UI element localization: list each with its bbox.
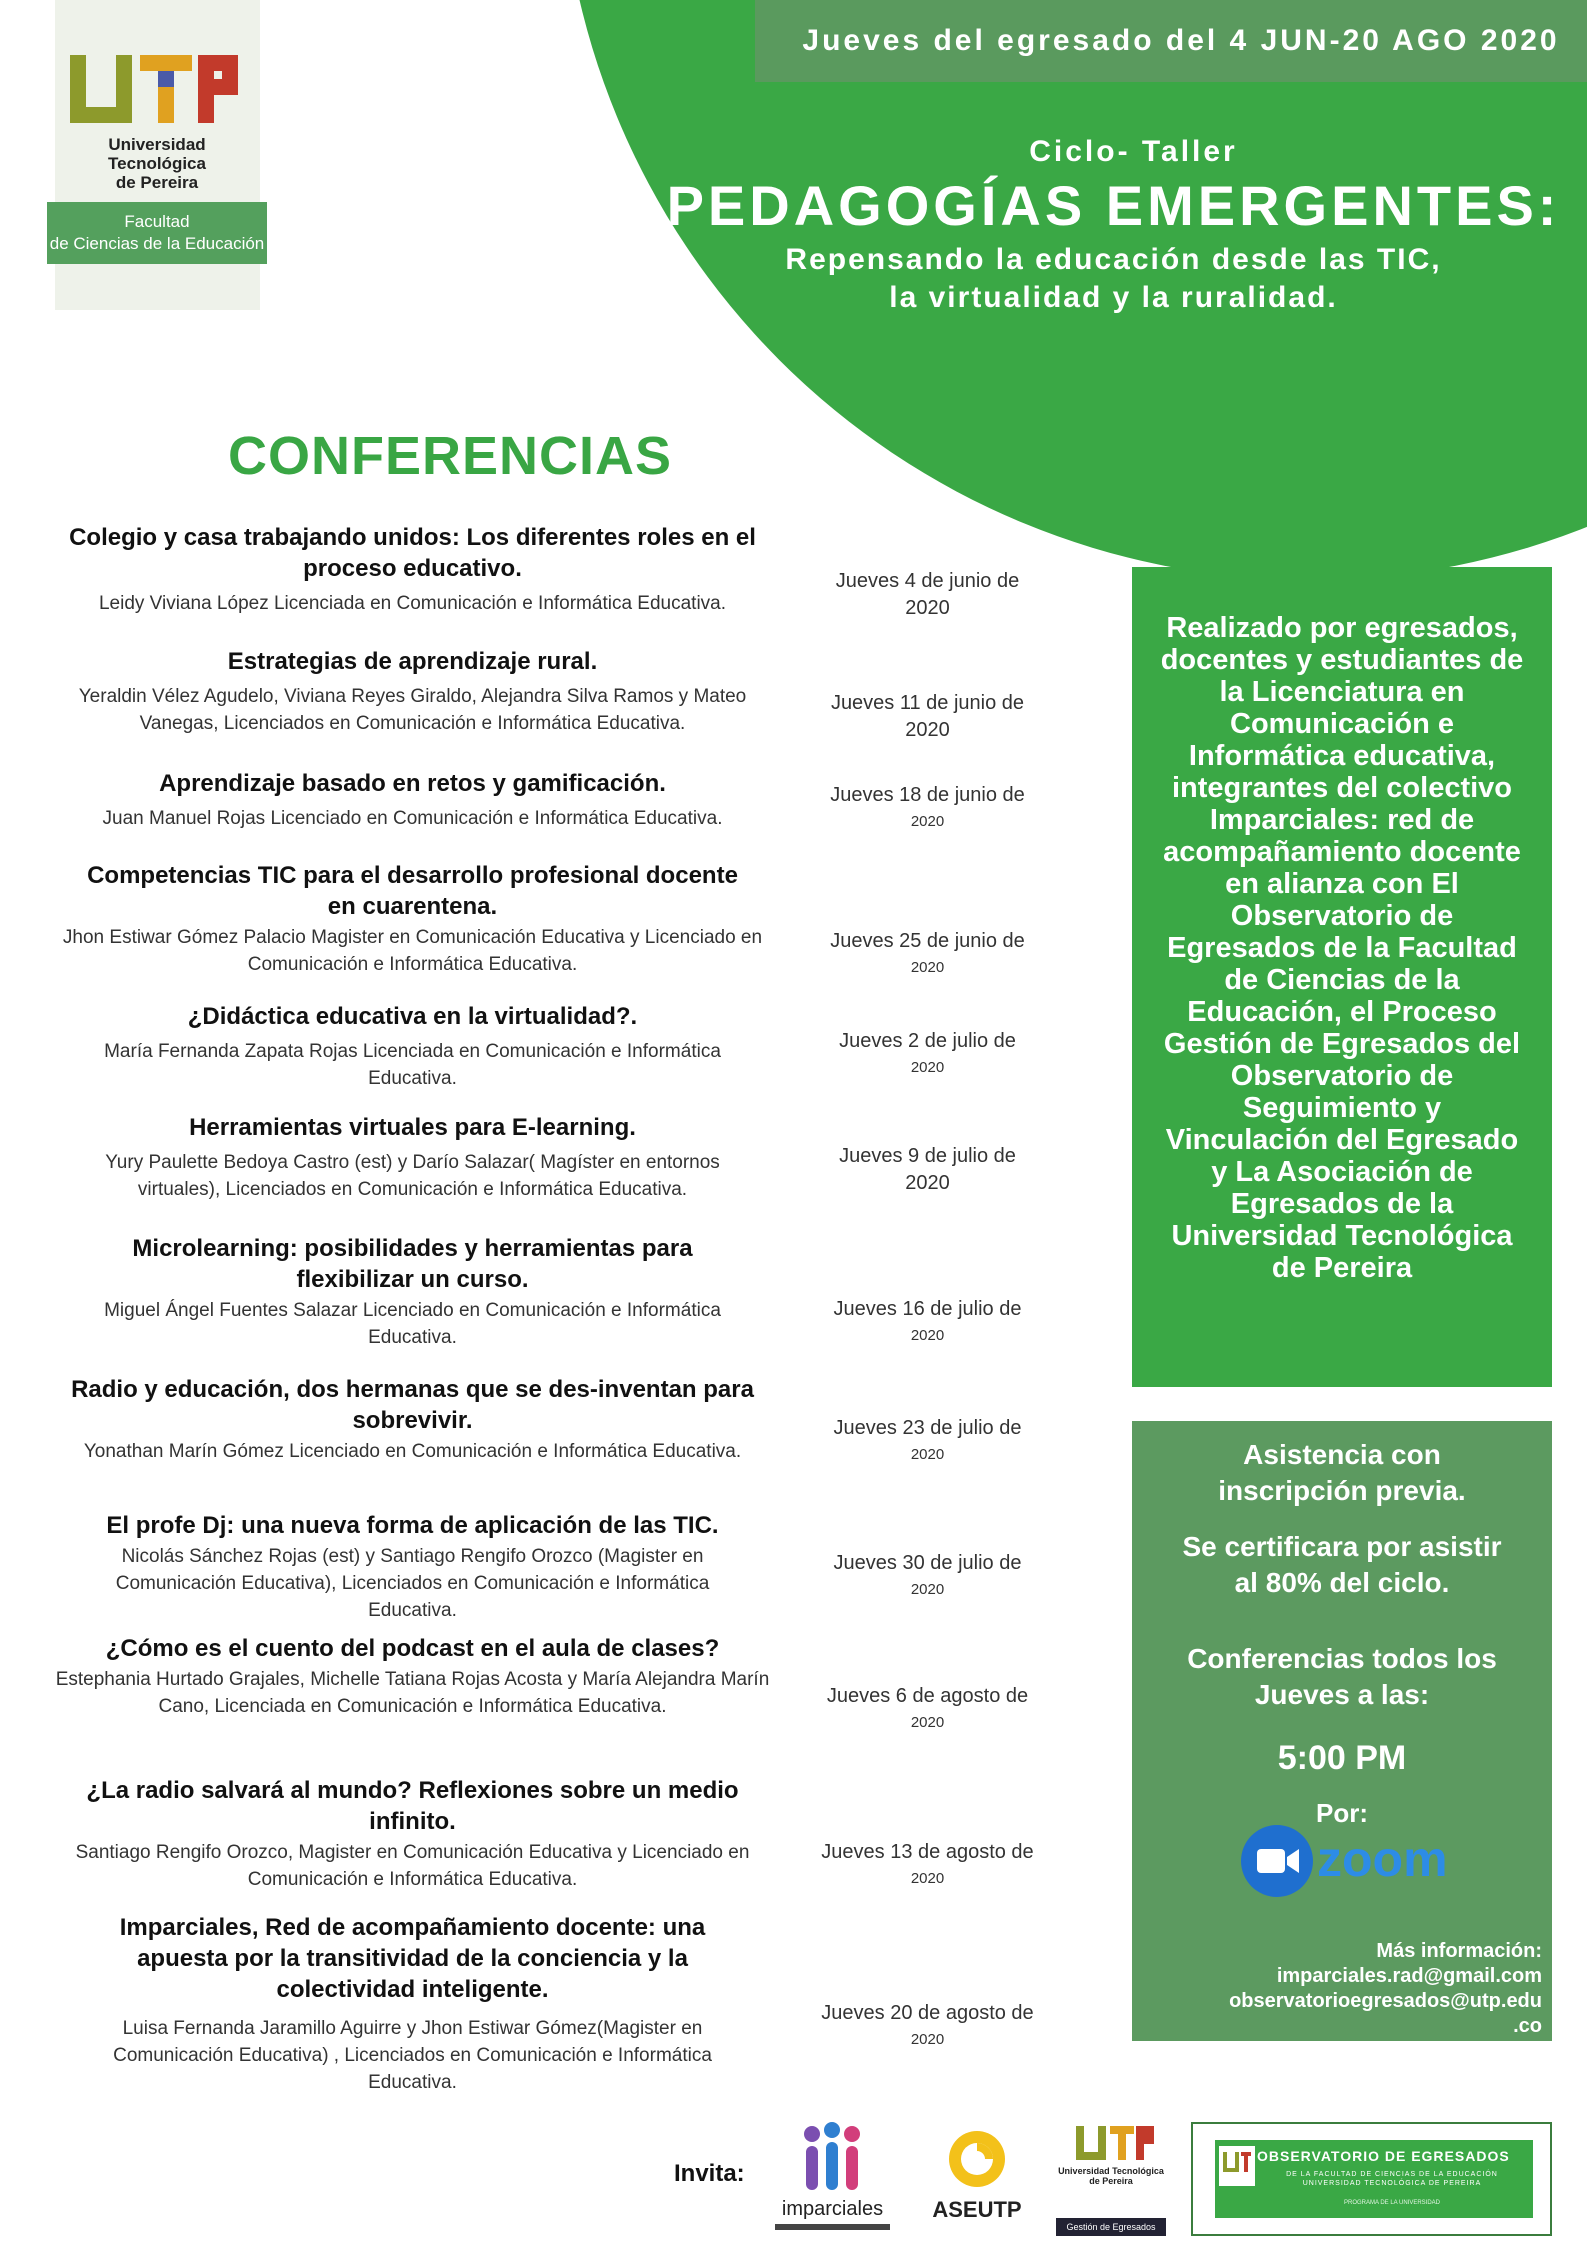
imparciales-logo: imparciales — [770, 2120, 895, 2235]
talk-title: Competencias TIC para el desarrollo profesional docente en cuarentena. — [87, 862, 738, 920]
invita-label: Invita: — [674, 2160, 745, 2187]
talk-item — [40, 860, 785, 978]
talk-date: Jueves 20 de agosto de 2020 — [821, 2002, 1034, 2048]
talk-speakers: Juan Manuel Rojas Licenciado en Comunicación e Informática Educativa. — [102, 808, 723, 829]
talk-title: ¿La radio salvará al mundo? Reflexiones sobre un medio infinito. — [86, 1777, 739, 1835]
talk-speakers: Leidy Viviana López Licenciada en Comunicación e Informática Educativa. — [98, 593, 727, 614]
talk-speakers: Jhon Estiwar Gómez Palacio Magister en Comunicación Educativa y Licenciado en Comunicación e Informática Educativa. — [62, 927, 763, 975]
talk-speakers: Yonathan Marín Gómez Licenciado en Comunicación e Informática Educativa. — [83, 1441, 742, 1462]
talk-item — [40, 1374, 785, 1465]
credits-text: Realizado por egresados, docentes y estudiantes de la Licenciatura en Comunicación e Informática educativa, integrantes del colectivo Imparciales: red de acompañamiento docente en alianza con El Observatorio de Egresados de la Facultad de Ciencias de la Educación, el Proceso Gestión de Egresados del Observatorio de Seguimiento y Vinculación del Egresado y La Asociación de Egresados de la Universidad Tecnológica de Pereira — [1160, 612, 1524, 1284]
info-box — [1132, 1421, 1552, 2041]
talk-speakers: Luisa Fernanda Jaramillo Aguirre y Jhon Estiwar Gómez(Magister en Comunicación Educativa) , Licenciados en Comunicación e Informática Educativa. — [113, 2018, 712, 2093]
talk-date: Jueves 16 de julio de 2020 — [833, 1298, 1022, 1344]
date-banner: Jueves del egresado del 4 JUN-20 AGO 2020 — [755, 0, 1587, 82]
talk-item — [40, 768, 785, 832]
email-link-1[interactable]: imparciales.rad@gmail.com — [1276, 1965, 1542, 1987]
subtitle-line-2: la virtualidad y la ruralidad. — [889, 281, 1338, 314]
talk-date: Jueves 9 de julio de 2020 — [839, 1145, 1016, 1194]
talk-title: Imparciales, Red de acompañamiento docente: una apuesta por la transitividad de la conciencia y la colectividad inteligente. — [119, 1914, 706, 2003]
talk-speakers: Estephania Hurtado Grajales, Michelle Tatiana Rojas Acosta y María Alejandra Marín Cano, Licenciada en Comunicación e Informática Educativa. — [55, 1669, 770, 1717]
talk-title: Colegio y casa trabajando unidos: Los diferentes roles en el proceso educativo. — [69, 524, 756, 582]
talk-speakers: Yury Paulette Bedoya Castro (est) y Darío Salazar( Magíster en entornos virtuales), Licenciados en Comunicación e Informática Educativa. — [105, 1152, 720, 1200]
by-text: Por: — [1316, 1798, 1368, 1828]
talk-title: ¿Didáctica educativa en la virtualidad?. — [187, 1003, 638, 1030]
credits-box — [1132, 567, 1552, 1387]
talk-title: Radio y educación, dos hermanas que se des-inventan para sobrevivir. — [71, 1376, 754, 1434]
aseutp-logo-icon — [922, 2125, 1032, 2195]
contact-block: Más información: imparciales.rad@gmail.com observatorioegresados@utp.edu .co — [1229, 1940, 1542, 2037]
talk-title: El profe Dj: una nueva forma de aplicación de las TIC. — [106, 1512, 719, 1539]
talk-title: Microlearning: posibilidades y herramientas para flexibilizar un curso. — [132, 1235, 693, 1293]
email-link-2[interactable]: observatorioegresados@utp.edu — [1229, 1990, 1542, 2012]
talk-item — [40, 522, 785, 617]
observatorio-utp-icon — [1219, 2146, 1255, 2186]
talk-date: Jueves 25 de junio de 2020 — [830, 930, 1025, 976]
talk-item — [40, 646, 785, 737]
talk-date: Jueves 13 de agosto de 2020 — [821, 1841, 1034, 1887]
attendance-text: Asistencia con inscripción previa. — [1218, 1439, 1466, 1506]
certificate-text: Se certificara por asistir al 80% del ciclo. — [1182, 1531, 1502, 1598]
imparciales-logo-icon — [770, 2120, 895, 2198]
faculty-label: Facultad de Ciencias de la Educación — [47, 202, 267, 264]
talk-speakers: Santiago Rengifo Orozco, Magister en Comunicación Educativa y Licenciado en Comunicación e Informática Educativa. — [75, 1842, 750, 1890]
talk-date: Jueves 6 de agosto de 2020 — [826, 1685, 1029, 1731]
talk-date: Jueves 4 de junio de 2020 — [835, 570, 1020, 619]
talk-title: Herramientas virtuales para E-learning. — [189, 1114, 636, 1141]
talk-item — [40, 1775, 785, 1893]
talk-speakers: Yeraldin Vélez Agudelo, Viviana Reyes Giraldo, Alejandra Silva Ramos y Mateo Vanegas, Licenciados en Comunicación e Informática Educativa. — [78, 686, 747, 734]
conferences-heading: CONFERENCIAS — [228, 426, 673, 486]
talk-item — [40, 1233, 785, 1351]
talk-title: Estrategias de aprendizaje rural. — [227, 648, 598, 675]
talk-title: ¿Cómo es el cuento del podcast en el aula de clases? — [105, 1635, 720, 1662]
utp-small-logo-icon — [1056, 2122, 1166, 2164]
talk-speakers: María Fernanda Zapata Rojas Licenciada en Comunicación e Informática Educativa. — [104, 1041, 721, 1089]
talk-date: Jueves 23 de julio de 2020 — [833, 1417, 1022, 1463]
utp-logo-icon — [70, 55, 245, 135]
talk-title: Aprendizaje basado en retos y gamificación. — [159, 770, 666, 797]
pre-title: Ciclo- Taller — [1029, 135, 1238, 168]
talk-item — [40, 1510, 785, 1624]
hero-title-block — [640, 135, 1587, 315]
observatorio-logo: OBSERVATORIO DE EGRESADOS DE LA FACULTAD DE CIENCIAS DE LA EDUCACIÓN UNIVERSIDAD TECNOLÓGICA DE PEREIRA PROGRAMA DE LA UNIVERSIDAD — [1191, 2122, 1552, 2236]
talk-item — [40, 1912, 785, 2096]
utp-egresados-logo: Universidad Tecnológica de Pereira Gestión de Egresados — [1056, 2122, 1166, 2237]
talk-speakers: Nicolás Sánchez Rojas (est) y Santiago Rengifo Orozco (Magister en Comunicación Educativa), Licenciados en Comunicación e Informática Educativa. — [115, 1546, 710, 1621]
main-title: PEDAGOGÍAS EMERGENTES: — [666, 174, 1561, 237]
talk-item — [40, 1112, 785, 1203]
talk-item — [40, 1001, 785, 1092]
talk-date: Jueves 11 de junio de 2020 — [830, 692, 1025, 741]
schedule-text: Conferencias todos los Jueves a las: — [1187, 1643, 1497, 1710]
subtitle-line-1: Repensando la educación desde las TIC, — [785, 243, 1442, 276]
utp-logo-name: Universidad Tecnológica de Pereira — [108, 135, 206, 192]
talk-item — [40, 1633, 785, 1720]
time-text: 5:00 PM — [1277, 1739, 1407, 1777]
zoom-logo-icon — [1237, 1821, 1457, 1901]
talk-date: Jueves 18 de junio de 2020 — [830, 784, 1025, 830]
talk-speakers: Miguel Ángel Fuentes Salazar Licenciado en Comunicación e Informática Educativa. — [104, 1300, 721, 1348]
aseutp-logo: ASEUTP — [922, 2125, 1032, 2235]
zoom-wordmark: zoom — [1317, 1831, 1448, 1887]
talk-date: Jueves 30 de julio de 2020 — [833, 1552, 1022, 1598]
talk-date: Jueves 2 de julio de 2020 — [839, 1030, 1016, 1076]
